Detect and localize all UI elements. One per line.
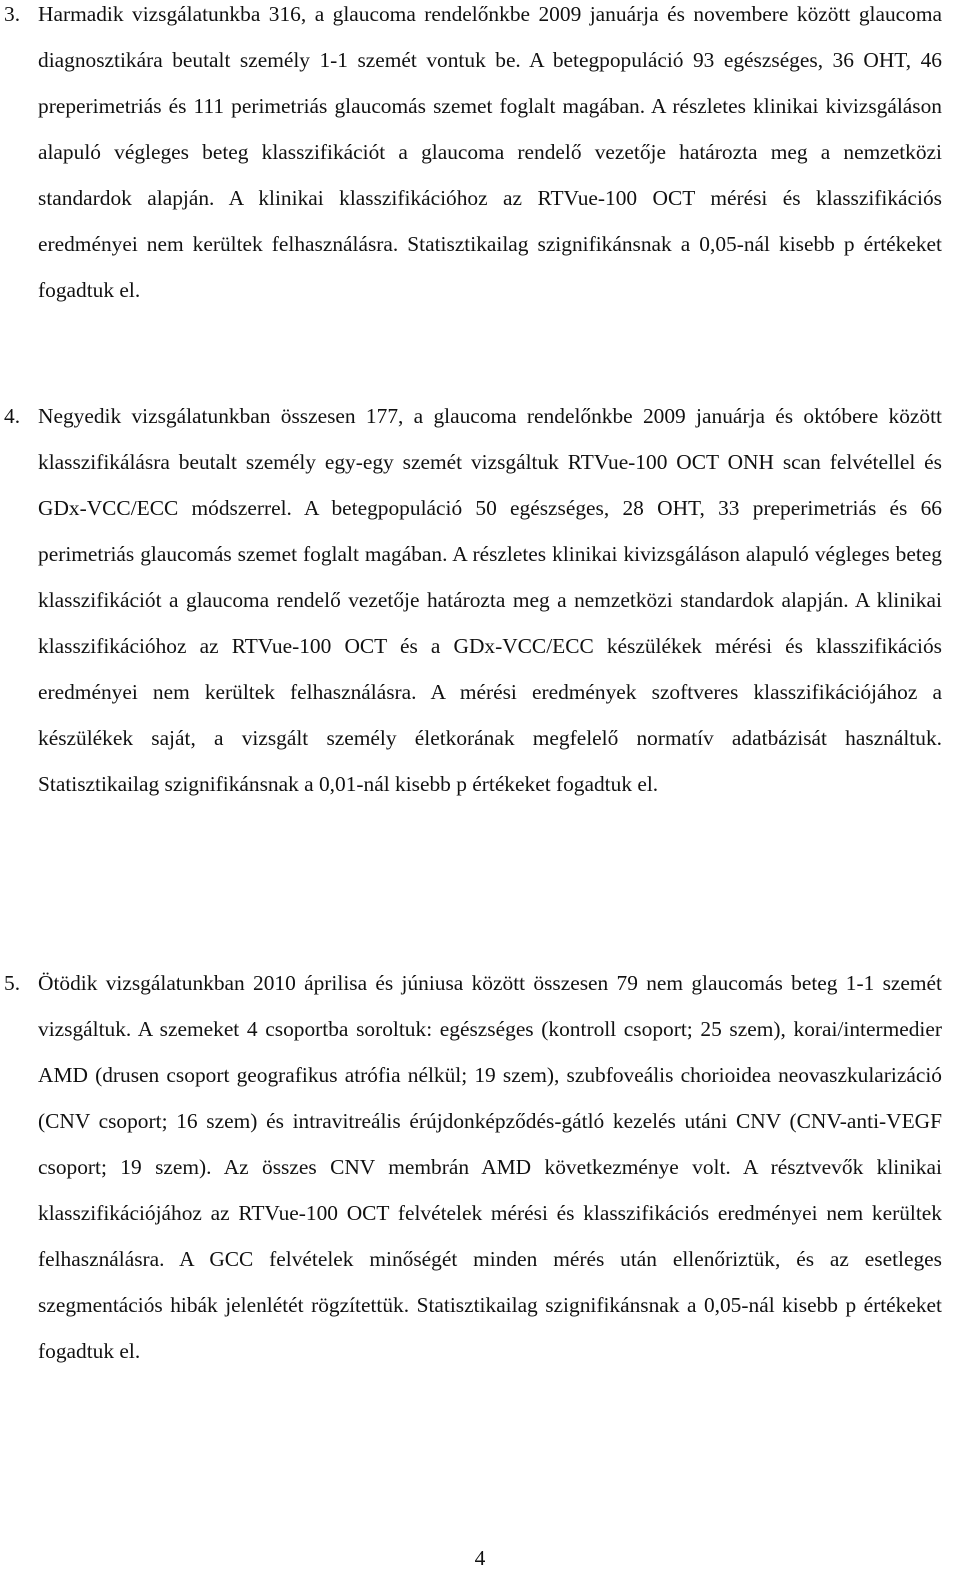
list-item	[0, 0, 960, 313]
list-item-number: 3.	[4, 2, 21, 26]
page-number: 4	[474, 1546, 486, 1570]
list-item	[0, 393, 960, 807]
list-item-number: 4.	[4, 404, 21, 428]
paragraph: Harmadik vizsgálatunkba 316, a glaucoma rendelőnkbe 2009 januárja és novembere között glaucoma diagnosztikára beutalt személy 1-1 szemét vontuk be. A betegpopuláció 93 egészséges, 36 OHT, 46 preperimetriás és 111 perimetriás glaucomás szemet foglalt magában. A részletes klinikai kivizsgáláson alapuló végleges beteg klasszifikációt a glaucoma rendelő vezetője határozta meg a nemzetközi standardok alapján. A klinikai klasszifikációhoz az RTVue-100 OCT mérési és klasszifikációs eredményei nem kerültek felhasználásra. Statisztikailag szignifikánsnak a 0,05-nál kisebb p értékeket fogadtuk el.	[38, 2, 942, 302]
paragraph: Ötödik vizsgálatunkban 2010 áprilisa és júniusa között összesen 79 nem glaucomás beteg 1-1 szemét vizsgáltuk. A szemeket 4 csoportba soroltuk: egészséges (kontroll csoport; 25 szem), korai/intermedier AMD (drusen csoport geografikus atrófia nélkül; 19 szem), szubfoveális chorioidea neovaszkularizáció (CNV csoport; 16 szem) és intravitreális érújdonképződés-gátló kezelés utáni CNV (CNV-anti-VEGF csoport; 19 szem). Az összes CNV membrán AMD következménye volt. A résztvevők klinikai klasszifikációjához az RTVue-100 OCT felvételek mérési és klasszifikációs eredményei nem kerültek felhasználásra. A GCC felvételek minőségét minden mérés után ellenőriztük, és az esetleges szegmentációs hibák jelenlétét rögzítettük. Statisztikailag szignifikánsnak a 0,05-nál kisebb p értékeket fogadtuk el.	[38, 971, 942, 1363]
paragraph: Negyedik vizsgálatunkban összesen 177, a glaucoma rendelőnkbe 2009 januárja és októbere között klasszifikálásra beutalt személy egy-egy szemét vizsgáltuk RTVue-100 OCT ONH scan felvétellel és GDx-VCC/ECC módszerrel. A betegpopuláció 50 egészséges, 28 OHT, 33 preperimetriás és 66 perimetriás glaucomás szemet foglalt magában. A részletes klinikai kivizsgáláson alapuló végleges beteg klasszifikációt a glaucoma rendelő vezetője határozta meg a nemzetközi standardok alapján. A klinikai klasszifikációhoz az RTVue-100 OCT és a GDx-VCC/ECC készülékek mérési és klasszifikációs eredményei nem kerültek felhasználásra. A mérési eredmények szoftveres klasszifikációjához a készülékek saját, a vizsgált személy életkorának megfelelő normatív adatbázisát használtuk. Statisztikailag szignifikánsnak a 0,01-nál kisebb p értékeket fogadtuk el.	[38, 404, 942, 796]
list-item	[0, 960, 960, 1374]
list-item-number: 5.	[4, 971, 21, 995]
